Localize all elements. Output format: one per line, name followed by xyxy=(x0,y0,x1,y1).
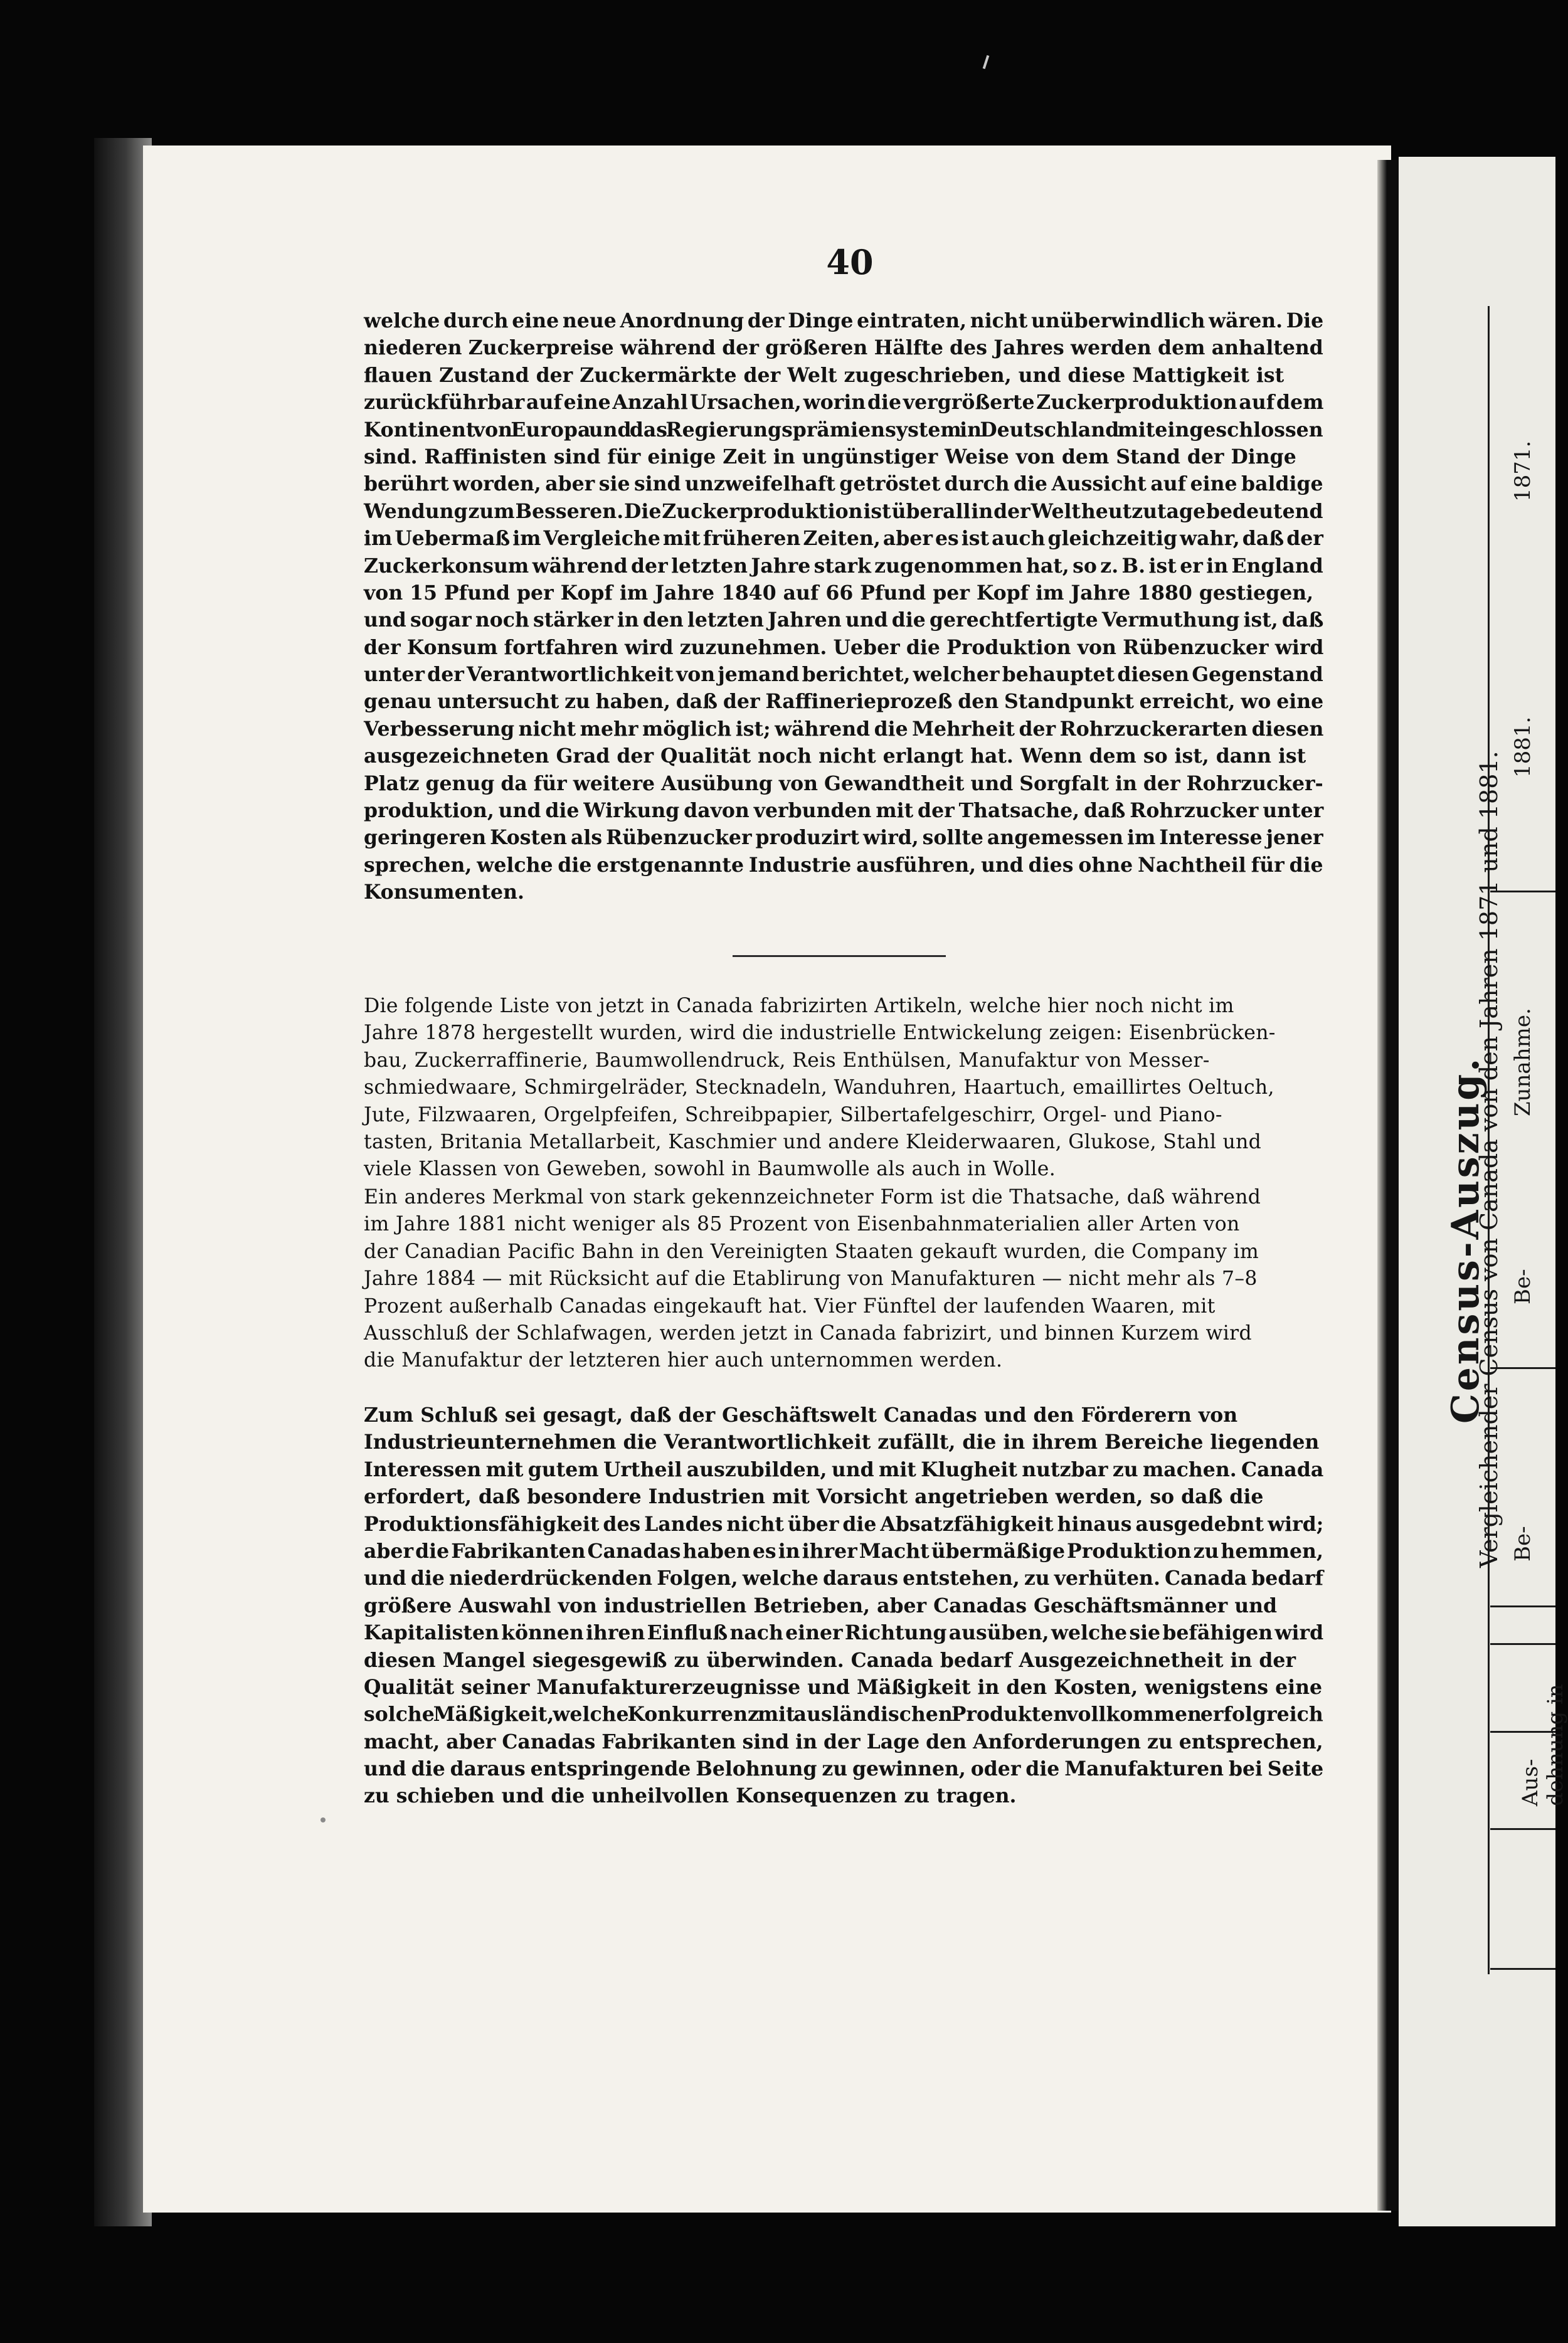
text-line: unter der Verantwortlichkeit von jemand berichtet, welcher behauptet diesen Gegenstand xyxy=(364,663,1323,687)
text-line: ausgezeichneten Grad der Qualität noch nicht erlangt hat. Wenn dem so ist, dann ist xyxy=(364,744,1306,768)
text-line: die Manufaktur der letzteren hier auch unternommen werden. xyxy=(364,1349,1003,1372)
paragraph xyxy=(364,1184,1323,1375)
text-line: Ein anderes Merkmal von stark gekennzeichneter Form ist die Thatsache, daß während xyxy=(364,1186,1261,1209)
text-line: Kapitalisten können ihren Einfluß nach einer Richtung ausüben, welche sie befähigen wird xyxy=(364,1621,1324,1645)
text-line: Ausschluß der Schlafwagen, werden jetzt in Canada fabrizirt, und binnen Kurzem wird xyxy=(364,1321,1252,1345)
text-line: Die folgende Liste von jetzt in Canada fabrizirten Artikeln, welche hier noch nicht im xyxy=(364,995,1234,1017)
census-row-rule xyxy=(1490,1643,1555,1645)
census-column-1881: 1881. xyxy=(1510,716,1535,778)
text-line: erfordert, daß besondere Industrien mit Vorsicht angetrieben werden, so daß die xyxy=(364,1485,1264,1509)
text-line: Wendung zum Besseren. Die Zuckerproduktion ist überall in der Welt heutzutage bedeutend xyxy=(364,499,1323,523)
scan-mark xyxy=(983,55,990,69)
text-line: zu schieben und die unheilvollen Konsequenzen zu tragen. xyxy=(364,1784,1017,1808)
text-line: Jute, Filzwaaren, Orgelpfeifen, Schreibpapier, Silbertafelgeschirr, Orgel- und Piano- xyxy=(364,1103,1222,1126)
census-subtitle: Vergleichender Census von Canada von den Jahren 1871 und 1881. xyxy=(1475,751,1503,1568)
text-line: im Uebermaß im Vergleiche mit früheren Zeiten, aber es ist auch gleichzeitig wahr, daß der xyxy=(364,527,1323,551)
text-line: Qualität seiner Manufakturerzeugnisse und Mäßigkeit in den Kosten, wenigstens eine xyxy=(364,1675,1323,1699)
text-line: Kontinent von Europa und das Regierungsprämiensystem in Deutschland miteingeschlossen xyxy=(364,418,1323,442)
text-line: Prozent außerhalb Canadas eingekauft hat. Vier Fünftel der laufenden Waaren, mit xyxy=(364,1294,1216,1318)
text-line: Jahre 1878 hergestellt wurden, wird die industrielle Entwickelung zeigen: Eisenbrücken- xyxy=(364,1022,1276,1045)
text-line: und die niederdrückenden Folgen, welche daraus entstehen, zu verhüten. Canada bedarf xyxy=(364,1567,1323,1590)
text-line: der Canadian Pacific Bahn in den Vereinigten Staaten gekauft wurden, die Company im xyxy=(364,1240,1259,1263)
text-line: zurückführbar auf eine Anzahl Ursachen, worin die vergrößerte Zuckerproduktion auf dem xyxy=(364,391,1324,415)
text-line: flauen Zustand der Zuckermärkte der Welt zugeschrieben, und diese Mattigkeit ist xyxy=(364,363,1285,387)
text-line: bau, Zuckerraffinerie, Baumwollendruck, Reis Enthülsen, Manufaktur von Messer- xyxy=(364,1049,1210,1072)
census-row-rule xyxy=(1490,1828,1555,1830)
text-line: Zum Schluß sei gesagt, daß der Geschäftswelt Canadas und den Förderern von xyxy=(364,1404,1238,1427)
text-line: von 15 Pfund per Kopf im Jahre 1840 auf 66 Pfund per Kopf im Jahre 1880 gestiegen, xyxy=(364,581,1314,605)
census-column-be: Be- xyxy=(1510,1269,1535,1304)
text-line: Jahre 1884 — mit Rücksicht auf die Etablirung von Manufakturen — nicht mehr als 7–8 xyxy=(364,1267,1258,1291)
text-line: macht, aber Canadas Fabrikanten sind in der Lage den Anforderungen zu entsprechen, xyxy=(364,1730,1323,1753)
text-line: sprechen, welche die erstgenannte Industrie ausführen, und dies ohne Nachtheil für die xyxy=(364,853,1323,877)
text-line: und die daraus entspringende Belohnung zu gewinnen, oder die Manufakturen bei Seite xyxy=(364,1757,1324,1781)
text-line: tasten, Britania Metallarbeit, Kaschmier und andere Kleiderwaaren, Glukose, Stahl und xyxy=(364,1130,1262,1153)
paragraph xyxy=(364,1402,1323,1810)
census-row-rule xyxy=(1490,1605,1555,1607)
text-line: diesen Mangel siegesgewiß zu überwinden. Canada bedarf Ausgezeichnetheit in der xyxy=(364,1648,1296,1672)
text-line: welche durch eine neue Anordnung der Dinge eintraten, nicht unüberwindlich wären. Die xyxy=(364,309,1324,332)
text-line: Produktionsfähigkeit des Landes nicht über die Absatzfähigkeit hinaus ausgedebnt wird; xyxy=(364,1512,1324,1536)
scan-speck xyxy=(320,1817,326,1822)
census-column-be: Be- xyxy=(1510,1526,1535,1562)
text-line: genau untersucht zu haben, daß der Raffinerieprozeß den Standpunkt erreicht, wo eine xyxy=(364,690,1324,714)
census-column-ausdehnung: Aus- dehnung in xyxy=(1518,1684,1568,1806)
census-title: Census-Auszug. xyxy=(1444,1055,1488,1424)
text-line: aber die Fabrikanten Canadas haben es in ihrer Macht übermäßige Produktion zu hemmen, xyxy=(364,1539,1323,1563)
text-line: Industrieunternehmen die Verantwortlichkeit zufällt, die in ihrem Bereiche liegenden xyxy=(364,1431,1320,1454)
text-line: produktion, und die Wirkung davon verbunden mit der Thatsache, daß Rohrzucker unter xyxy=(364,799,1324,823)
text-line: Konsumenten. xyxy=(364,881,524,904)
text-line: schmiedwaare, Schmirgelräder, Stecknadeln, Wanduhren, Haartuch, emaillirtes Oeltuch, xyxy=(364,1076,1274,1099)
text-line: sind. Raffinisten sind für einige Zeit in ungünstiger Weise von dem Stand der Dinge xyxy=(364,445,1296,468)
text-line: Zuckerkonsum während der letzten Jahre stark zugenommen hat, so z. B. ist er in England xyxy=(364,554,1323,578)
census-column-zunahme: Zunahme. xyxy=(1510,1008,1535,1116)
text-line: größere Auswahl von industriellen Betrieben, aber Canadas Geschäftsmänner und xyxy=(364,1594,1278,1617)
text-line: solche Mäßigkeit, welche Konkurrenz mit ausländischen Produkten vollkommen erfolgreich xyxy=(364,1703,1323,1727)
book-gutter xyxy=(1377,160,1399,2211)
text-line: berührt worden, aber sie sind unzweifelhaft getröstet durch die Aussicht auf eine baldige xyxy=(364,472,1323,496)
page-number: 40 xyxy=(826,242,874,282)
text-line: Interessen mit gutem Urtheil auszubilden, und mit Klugheit nutzbar zu machen. Canada xyxy=(364,1457,1324,1481)
text-line: Verbesserung nicht mehr möglich ist; während die Mehrheit der Rohrzuckerarten diesen xyxy=(364,717,1324,741)
text-line: und sogar noch stärker in den letzten Jahren und die gerechtfertigte Vermuthung ist, daß xyxy=(364,608,1324,632)
text-line: der Konsum fortfahren wird zuzunehmen. Ueber die Produktion von Rübenzucker wird xyxy=(364,635,1324,659)
census-column-1871: 1871. xyxy=(1510,440,1535,502)
census-row-rule xyxy=(1490,1968,1555,1970)
text-line: niederen Zuckerpreise während der größeren Hälfte des Jahres werden dem anhaltend xyxy=(364,336,1323,360)
text-line: geringeren Kosten als Rübenzucker produzirt wird, sollte angemessen im Interesse jener xyxy=(364,826,1323,850)
section-divider xyxy=(733,955,946,957)
text-line: im Jahre 1881 nicht weniger als 85 Prozent von Eisenbahnmaterialien aller Arten von xyxy=(364,1213,1240,1236)
paragraph xyxy=(364,307,1323,906)
text-line: Platz genug da für weitere Ausübung von Gewandtheit und Sorgfalt in der Rohrzucker- xyxy=(364,771,1323,795)
text-line: viele Klassen von Geweben, sowohl in Baumwolle als auch in Wolle. xyxy=(364,1158,1056,1181)
paragraph xyxy=(364,993,1323,1183)
